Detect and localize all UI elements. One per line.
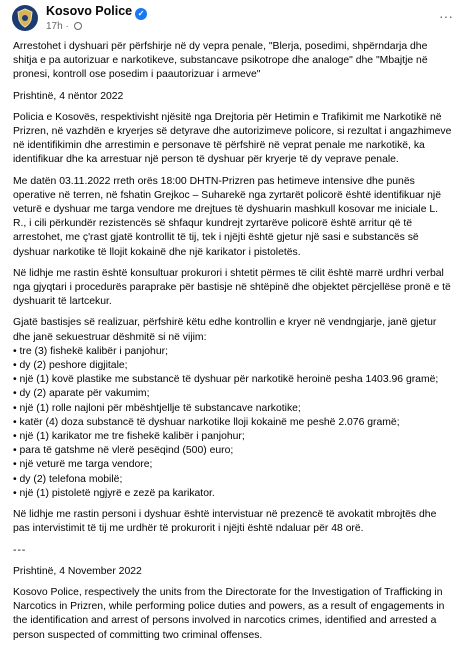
post-paragraph: Kosovo Police, respectively the units from the Directorate for the Investigation of Trafficking in Narcotics in Prizren, while performing police duties and powers, as a result of engagements in the identification and arrest of persons involved in narcotics crimes, identified and arrested a person suspected of committing two criminal offenses. bbox=[13, 586, 445, 641]
list-item: • një (1) kovë plastike me substancë të dyshuar për narkotikë heroinë pesha 1403.96 gramë; bbox=[13, 373, 453, 387]
police-badge-icon bbox=[16, 8, 34, 28]
section-separator: --- bbox=[13, 544, 27, 556]
list-item: • një (1) karikator me tre fishekë kalibër i panjohur; bbox=[13, 430, 453, 444]
post-paragraph: Gjatë bastisjes së realizuar, përfshirë këtu edhe kontrollin e kryer në vendngjarje, janë gjetur dhe janë sekuestruar dëshmitë si në vijim: bbox=[13, 317, 437, 343]
list-item: • një (1) pistoletë ngjyrë e zezë pa karikator. bbox=[13, 487, 453, 501]
list-item: • tre (3) fishekë kalibër i panjohur; bbox=[13, 345, 453, 359]
list-item: • dy (2) aparate për vakumim; bbox=[13, 387, 453, 401]
list-item: • një veturë me targa vendore; bbox=[13, 458, 453, 472]
post-date-albanian: Prishtinë, 4 nëntor 2022 bbox=[13, 90, 124, 102]
post-paragraph: Arrestohet i dyshuari për përfshirje në dy vepra penale, "Blerja, posedimi, shpërndarja dhe shitja e pa autorizuar e narkotikeve, substancave psikotrope dhe analoge" dhe "Mbajtje në pronesi, kontroll ose posedim i paautorizuar i armeve" bbox=[13, 41, 428, 81]
post-header bbox=[0, 0, 465, 38]
post-date-english: Prishtinë, 4 November 2022 bbox=[13, 565, 142, 577]
evidence-list bbox=[13, 345, 453, 501]
avatar[interactable] bbox=[12, 5, 38, 31]
list-item: • para të gatshme në vlerë pesëqind (500) euro; bbox=[13, 444, 453, 458]
list-item: • dy (2) telefona mobilë; bbox=[13, 473, 453, 487]
more-options-button[interactable]: ··· bbox=[439, 8, 453, 24]
globe-icon bbox=[74, 22, 82, 30]
author-name[interactable]: Kosovo Police bbox=[46, 4, 133, 18]
list-item: • një (1) rolle najloni për mbështjellje të substancave narkotike; bbox=[13, 402, 453, 416]
post-paragraph: Me datën 03.11.2022 rreth orës 18:00 DHTN-Prizren pas hetimeve intensive dhe punës operative në terren, në fshatin Grejkoc – Suharekë nga zyrtarët policorë është identifikuar një veturë e dyshuar me targa vendore me drejtues të dyshuarin mashkull kosovar me iniciale L. R., i cili përkundër rezistencës së shfaqur kundrejt zyrtarëve policorë është arritur që të arrestohet, me ç'rast gjatë kontrollit të tij, tek i njëjti është gjetur një sasi e substancës së dyshuar narkotike të llojit kokainë dhe një karikator i pistoletës. bbox=[13, 175, 441, 258]
post-paragraph: Në lidhje me rastin është konsultuar prokurori i shtetit përmes të cilit është marrë urdhri verbal nga gjyqtari i procedurës paraprake për bastisje në shtëpinë dhe objektet përcjellëse pronë e të dyshuarit të lartcekur. bbox=[13, 267, 451, 308]
post-paragraph: Policia e Kosovës, respektivisht njësitë nga Drejtoria për Hetimin e Trafikimit me Narkotikë në Prizren, në vazhdën e kryerjes së detyrave dhe autorizimeve policore, si rezultat i angazhimeve në identifikimin dhe arrestimin e personave të përfshirë në veprat penale me narkotikë, ka identifikuar dhe ka arrestuar një person të dyshuar për kryerje të dy veprave penale. bbox=[13, 111, 452, 166]
list-item: • katër (4) doza substancë të dyshuar narkotike lloji kokainë me peshë 2.076 gramë; bbox=[13, 416, 453, 430]
post-paragraph: Në lidhje me rastin personi i dyshuar është intervistuar në prezencë të avokatit mbrojtës dhe pas intervistimit të tij me urdhër të prokurorit i njëjti është ndaluar për 48 orë. bbox=[13, 509, 437, 535]
verified-badge-icon: ✓ bbox=[135, 8, 147, 20]
list-item: • dy (2) peshore digjitale; bbox=[13, 359, 453, 373]
post-meta: 17h · bbox=[46, 21, 82, 32]
post-time[interactable]: 17h bbox=[46, 21, 63, 32]
post-text bbox=[13, 40, 453, 650]
post-author[interactable] bbox=[46, 4, 147, 20]
